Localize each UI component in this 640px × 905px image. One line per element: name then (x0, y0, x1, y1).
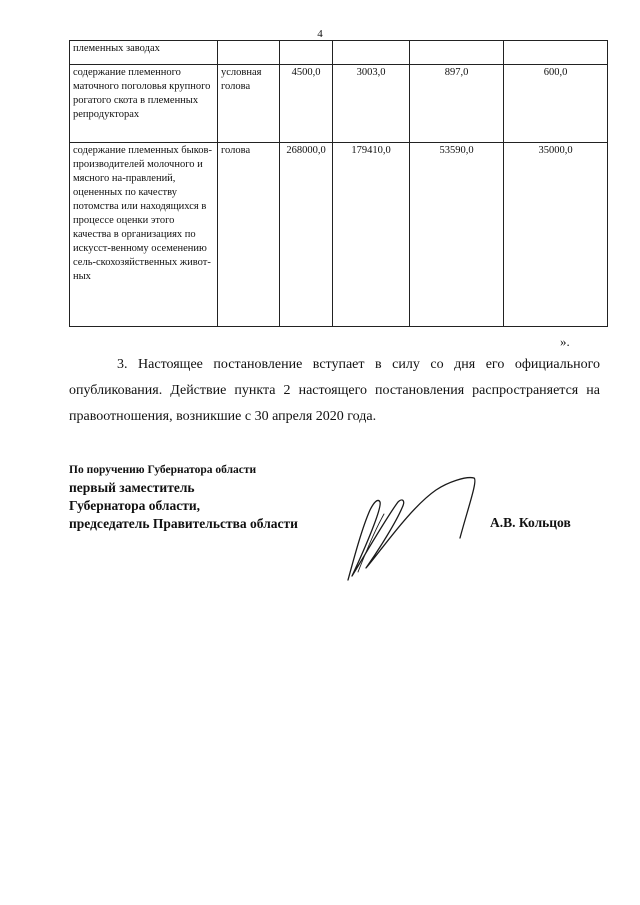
table-cell-value-1: 268000,0 (280, 143, 333, 327)
table-cell-name: племенных заводах (70, 41, 218, 65)
table-cell-name: содержание племенных быков-производителей молочного и мясного на-правлений, оцененных по качеству потомства или находящихся в процессе оценки этого качества в организациях по искусст-венному осеменению сель-скохозяйственных живот-ных (70, 143, 218, 327)
paragraph-3-text: 3. Настоящее постановление вступает в силу со дня его официального опубликования. Действие пункта 2 настоящего постановления распространяется на правоотношения, возникшие с 30 апреля 2020 года. (69, 357, 600, 424)
table-row (70, 65, 608, 143)
signature-block (69, 462, 298, 533)
table-row (70, 41, 608, 65)
table-cell-unit (218, 41, 280, 65)
paragraph-3 (69, 352, 600, 430)
page-number: 4 (317, 28, 323, 40)
handwritten-signature (340, 468, 490, 588)
table-cell-value-2: 179410,0 (333, 143, 410, 327)
table-row (70, 143, 608, 327)
signature-authority-line: По поручению Губернатора области (69, 464, 257, 476)
table-cell-value-4: 35000,0 (504, 143, 608, 327)
signature-title-line-2: Губернатора области, (69, 498, 200, 513)
table-closing-quote: ». (560, 334, 570, 349)
table-cell-value-2: 3003,0 (333, 65, 410, 143)
table-cell-value-1: 4500,0 (280, 65, 333, 143)
table-cell-value-4: 600,0 (504, 65, 608, 143)
table-cell-unit: условная голова (218, 65, 280, 143)
table-cell-unit: голова (218, 143, 280, 327)
signer-name: А.В. Кольцов (490, 515, 571, 530)
signature-title-line-1: первый заместитель (69, 480, 195, 495)
table-cell-value-2 (333, 41, 410, 65)
signature-title-line-3: председатель Правительства области (69, 516, 298, 531)
table-cell-value-1 (280, 41, 333, 65)
table-cell-name: содержание племенного маточного поголовья крупного рогатого скота в племенных репродукторах (70, 65, 218, 143)
table-cell-value-4 (504, 41, 608, 65)
subsidy-table (69, 40, 608, 327)
table-cell-value-3: 53590,0 (410, 143, 504, 327)
table-cell-value-3 (410, 41, 504, 65)
table-cell-value-3: 897,0 (410, 65, 504, 143)
